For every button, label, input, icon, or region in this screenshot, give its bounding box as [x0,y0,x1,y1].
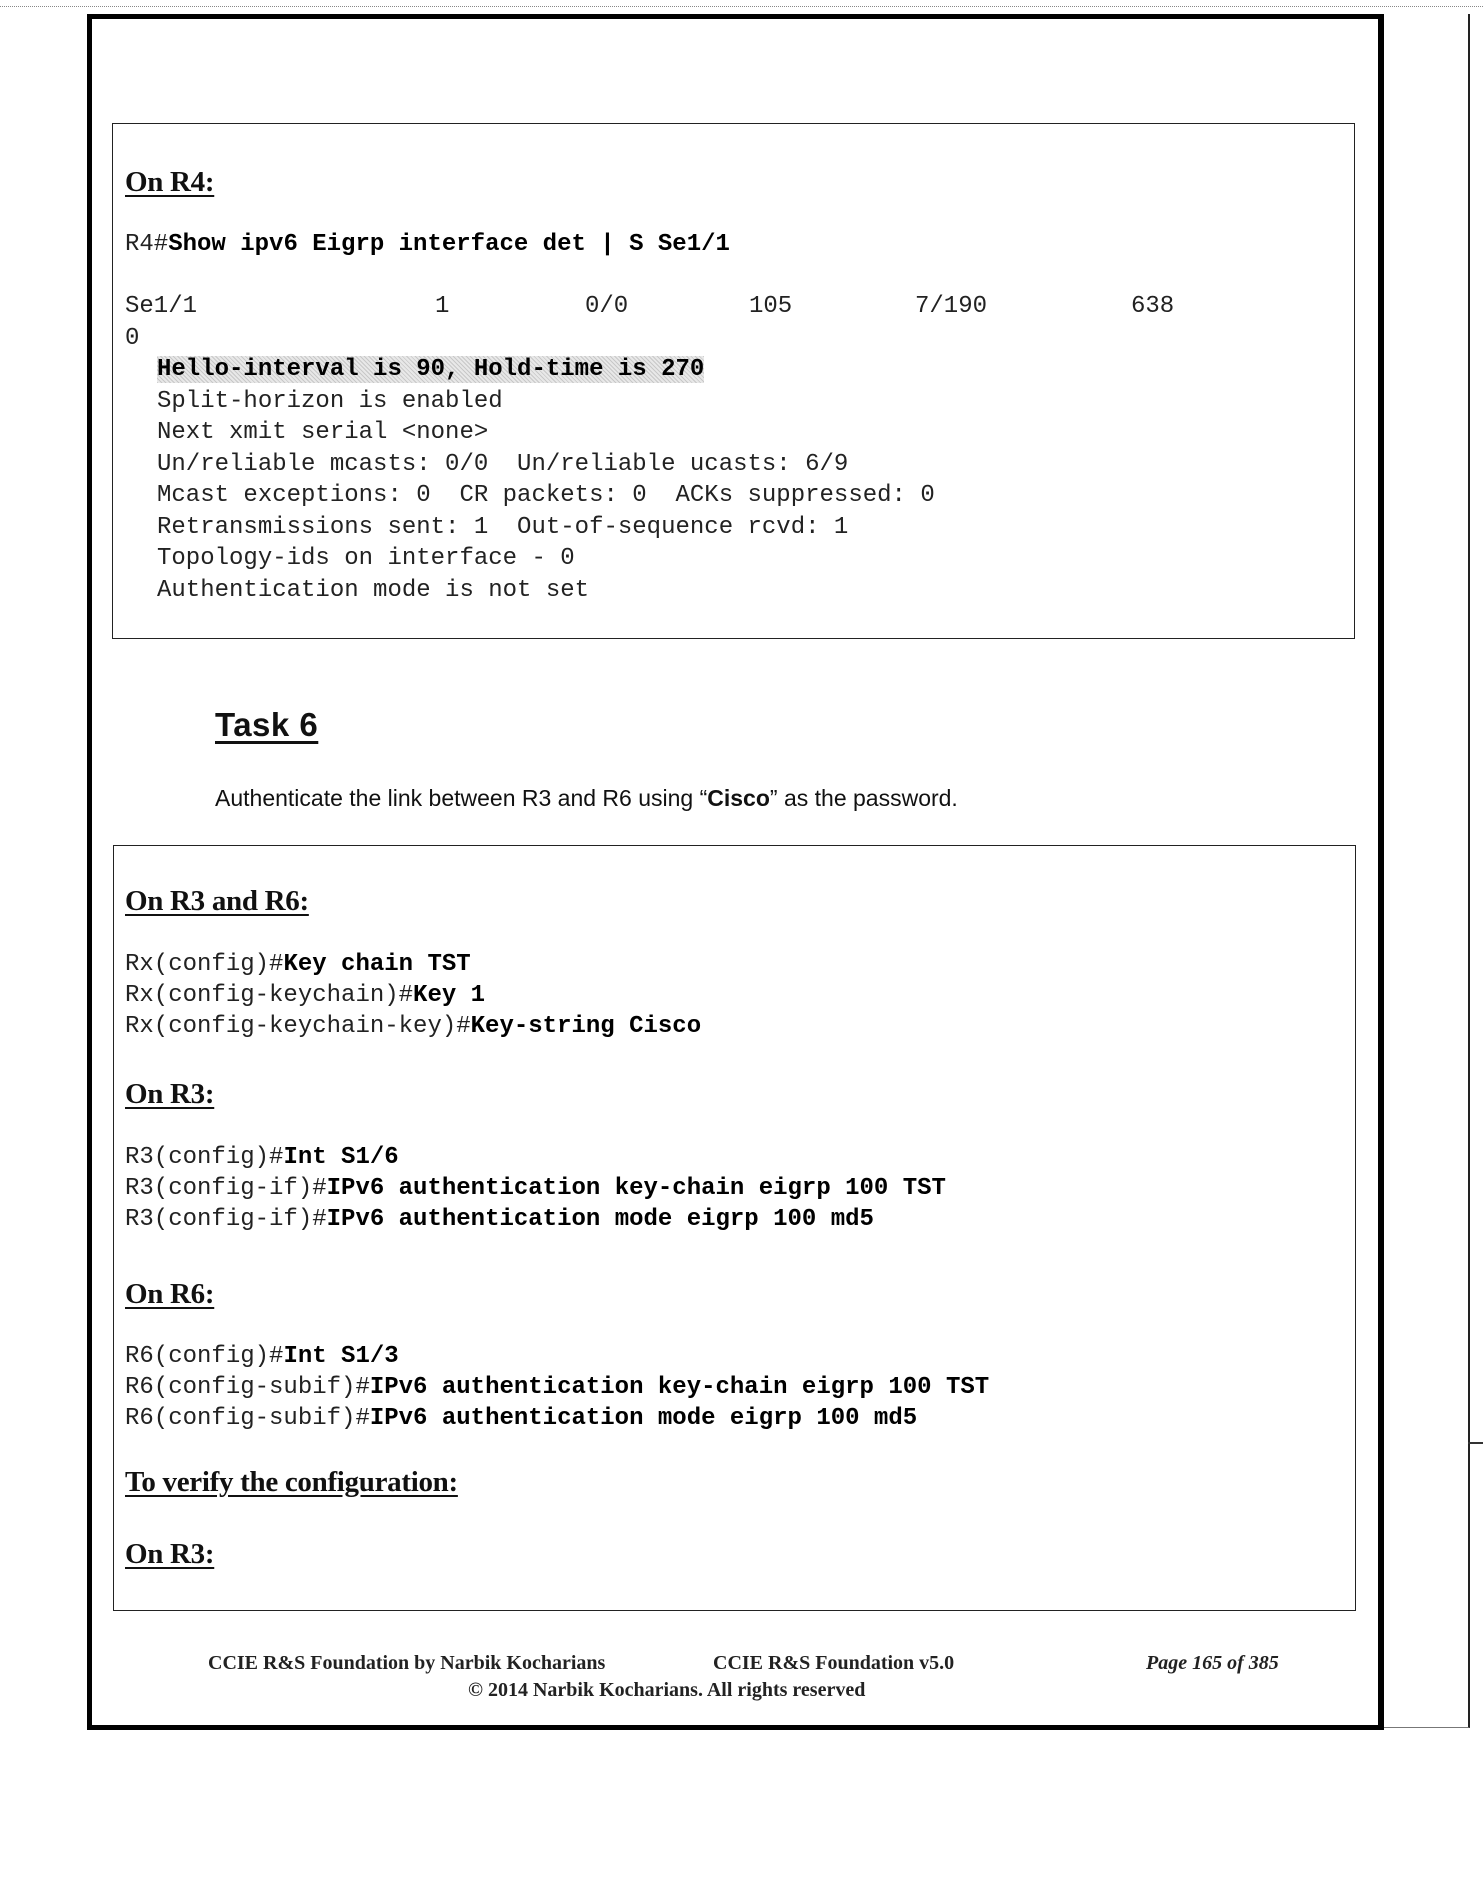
config-line [125,1142,399,1174]
config-prompt: R3(config)# [125,1144,284,1171]
config-command: IPv6 authentication key-chain eigrp 100 TST [326,1175,946,1202]
page-number-text: Page 165 of 385 [1146,1652,1279,1674]
detail-line: Retransmissions sent: 1 Out-of-sequence rcvd: 1 [157,514,849,541]
config-line [125,1403,917,1435]
adjacent-page-edge [1384,14,1470,1728]
config-line [125,1372,989,1404]
task-desc-text: Authenticate the link between R3 and R6 using “ [215,785,708,811]
config-command: Int S1/6 [283,1144,399,1171]
config-prompt: Rx(config-keychain)# [125,982,414,1009]
config-command: Key 1 [413,982,486,1009]
cell-pending-routes: 0 [125,325,140,352]
command-text: Show ipv6 Eigrp interface det | S Se1/1 [168,231,730,258]
cell-mcast-flow-timer: 638 [1131,293,1175,320]
cell-xmit-queue: 0/0 [585,293,629,320]
config-command: IPv6 authentication mode eigrp 100 md5 [326,1206,874,1233]
section-heading-r3-r6: On R3 and R6: [125,885,309,917]
cell-interface: Se1/1 [125,293,198,320]
config-prompt: Rx(config)# [125,951,284,978]
task-description [215,785,958,812]
cell-pacing-time: 7/190 [915,293,988,320]
footer-center: CCIE R&S Foundation v5.0 [713,1652,955,1674]
highlighted-hello-hold: Hello-interval is 90, Hold-time is 270 [157,356,705,383]
config-line [125,1341,399,1373]
task-desc-text: ” as the password. [769,785,958,811]
task-password: Cisco [707,785,770,811]
verify-heading: To verify the configuration: [125,1466,458,1498]
config-line [125,949,471,981]
config-command: Int S1/3 [283,1343,399,1370]
adjacent-page-tick [1468,1442,1483,1444]
cell-peers: 1 [435,293,450,320]
task-title: Task 6 [215,706,319,743]
scan-artifact-line [0,6,1483,7]
cell-mean-srtt: 105 [749,293,793,320]
config-prompt: R6(config-subif)# [125,1405,370,1432]
config-command: IPv6 authentication key-chain eigrp 100 TST [369,1374,990,1401]
detail-line: Split-horizon is enabled [157,388,503,415]
section-heading-r3: On R3: [125,1078,215,1110]
hello-interval-line [157,354,704,386]
config-prompt: R6(config)# [125,1343,284,1370]
footer-left: CCIE R&S Foundation by Narbik Kocharians [208,1652,606,1674]
config-prompt: R3(config-if)# [125,1206,327,1233]
verify-sub-heading: On R3: [125,1538,215,1570]
detail-line: Un/reliable mcasts: 0/0 Un/reliable ucasts: 6/9 [157,451,849,478]
r4-heading: On R4: [125,166,215,198]
section-heading-r6: On R6: [125,1278,215,1310]
detail-line: Next xmit serial <none> [157,419,489,446]
detail-line: Authentication mode is not set [157,577,590,604]
command-prompt: R4# [125,231,169,258]
config-line [125,1011,701,1043]
config-command: Key-string Cisco [470,1013,702,1040]
detail-line: Mcast exceptions: 0 CR packets: 0 ACKs suppressed: 0 [157,482,935,509]
config-command: Key chain TST [283,951,471,978]
config-line [125,980,485,1012]
r4-command-line [125,229,730,261]
detail-line: Topology-ids on interface - 0 [157,545,575,572]
config-line [125,1204,874,1236]
config-line [125,1173,946,1205]
config-prompt: R3(config-if)# [125,1175,327,1202]
page-number [1146,1652,1279,1675]
config-prompt: R6(config-subif)# [125,1374,370,1401]
config-command: IPv6 authentication mode eigrp 100 md5 [369,1405,918,1432]
footer-copyright: © 2014 Narbik Kocharians. All rights reserved [468,1679,866,1701]
config-prompt: Rx(config-keychain-key)# [125,1013,471,1040]
